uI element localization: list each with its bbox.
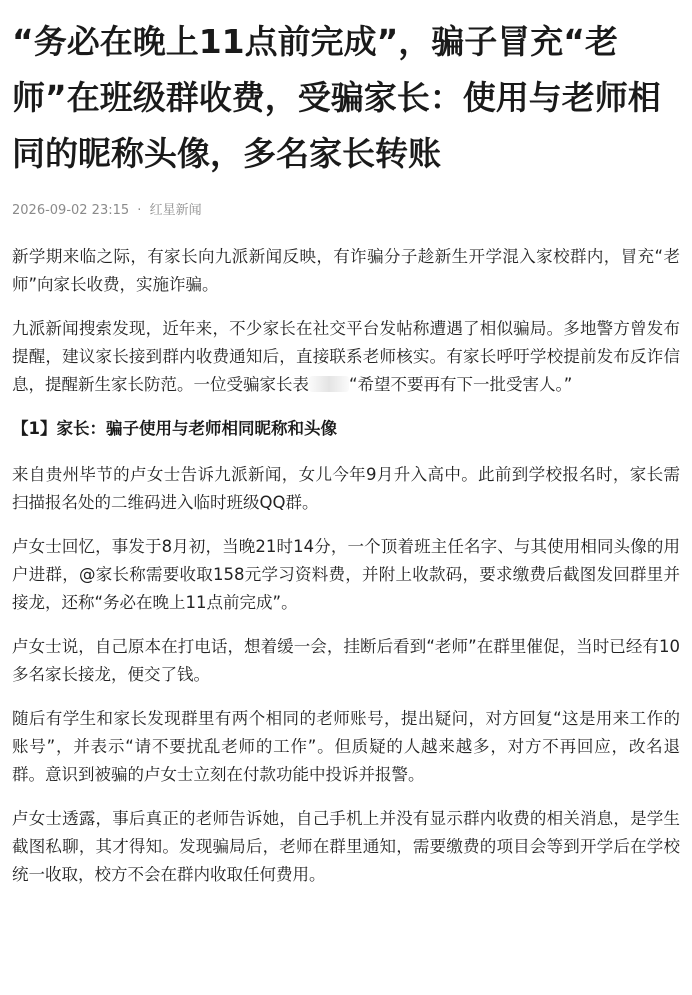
section-heading: 【1】家长：骗子使用与老师相同昵称和头像 — [12, 419, 337, 438]
paragraph-intro: 新学期来临之际，有家长向九派新闻反映，有诈骗分子趁新生开学混入家校群内，冒充“老师”向家长收费，实施诈骗。 — [12, 247, 680, 294]
paragraph-incident: 卢女士回忆，事发于8月初，当晚21时14分，一个顶着班主任名字、与其使用相同头像的用户进群，@家长称需要收取158元学习资料费，并附上收款码，要求缴费后截图发回群里并接龙，还称“务必在晚上11点前完成”。 — [12, 537, 680, 612]
publish-date: 2026-09-02 23:15 — [12, 203, 130, 218]
article-meta — [12, 201, 680, 221]
paragraph-aftermath: 卢女士透露，事后真正的老师告诉她，自己手机上并没有显示群内收费的相关消息，是学生截图私聊，其才得知。发现骗局后，老师在群里通知，需要缴费的项目会等到开学后在学校统一收取，校方不会在群内收取任何费用。 — [12, 809, 680, 884]
paragraph-search-text: 九派新闻搜索发现，近年来，不少家长在社交平台发帖称遭遇了相似骗局。多地警方曾发布提醒，建议家长接到群内收费通知后，直接联系老师核实。有家长呼吁学校提前发布反诈信息，提醒新生家长防范。一位受骗家长表 — [12, 319, 680, 394]
paragraph-background: 来自贵州毕节的卢女士告诉九派新闻，女儿今年9月升入高中。此前到学校报名时，家长需扫描报名处的二维码进入临时班级QQ群。 — [12, 465, 680, 512]
article-title: “务必在晚上11点前完成”，骗子冒充“老师”在班级群收费，受骗家长：使用与老师相同的昵称头像，多名家长转账 — [12, 22, 661, 173]
blurred-text-region — [309, 376, 349, 392]
paragraph-search — [12, 315, 680, 399]
article-body — [12, 243, 680, 889]
paragraph-discovery: 随后有学生和家长发现群里有两个相同的老师账号，提出疑问，对方回复“这是用来工作的账号”，并表示“请不要扰乱老师的工作”。但质疑的人越来越多，对方不再回应，改名退群。意识到被骗的卢女士立刻在付款功能中投诉并报警。 — [12, 709, 680, 784]
source-name[interactable]: 红星新闻 — [149, 203, 202, 218]
meta-separator: · — [137, 203, 142, 218]
paragraph-search-quote: “希望不要再有下一批受害人。” — [349, 375, 573, 394]
paragraph-payment: 卢女士说，自己原本在打电话，想着缓一会，挂断后看到“老师”在群里催促，当时已经有10多名家长接龙，便交了钱。 — [12, 637, 680, 684]
